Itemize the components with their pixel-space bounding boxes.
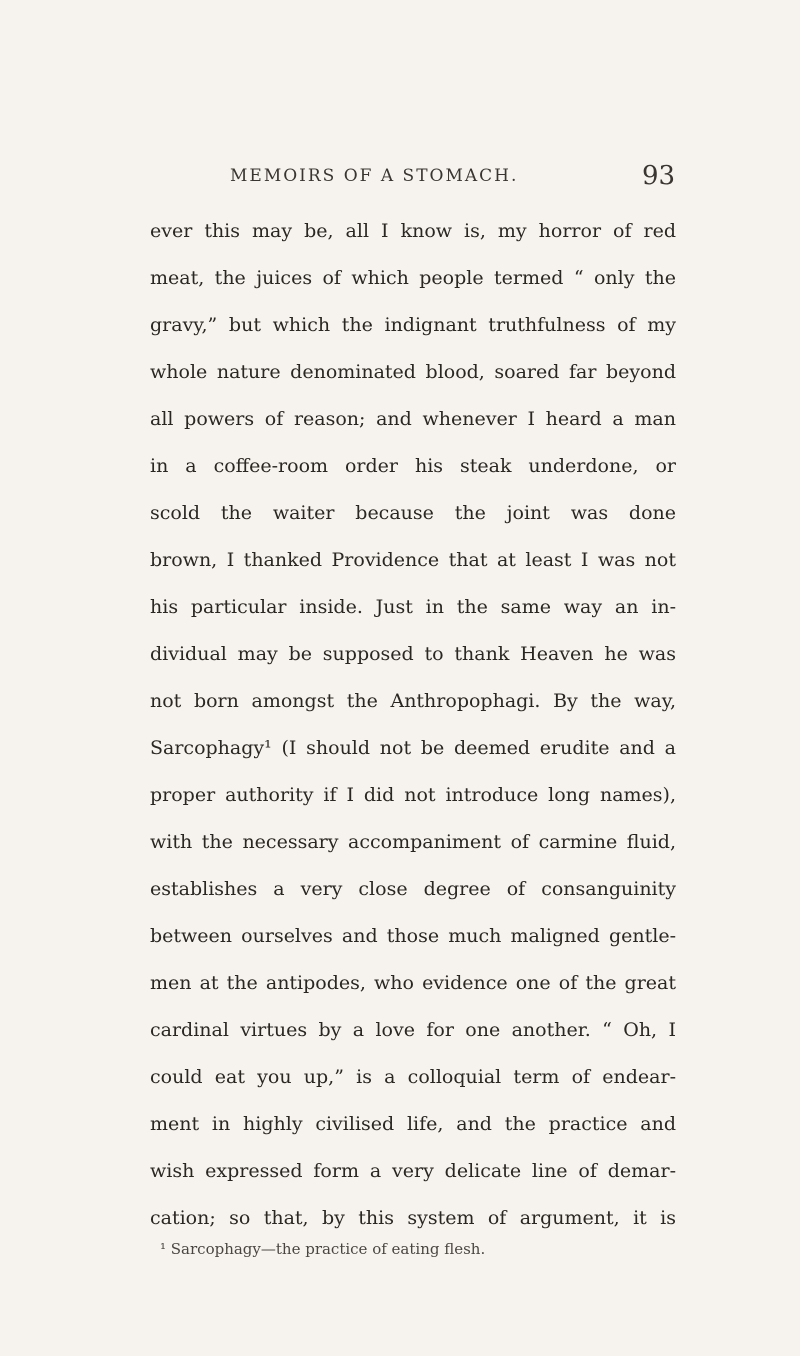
text-line: gravy,” but which the indignant truthfulness of my [150,314,676,336]
text-line: dividual may be supposed to thank Heaven he was [150,643,676,665]
text-line: in a coffee-room order his steak underdone, or [150,455,676,477]
text-line: all powers of reason; and whenever I heard a man [150,408,676,430]
footnote: ¹ Sarcophagy—the practice of eating flesh. [160,1240,486,1258]
text-line: not born amongst the Anthropophagi. By the way, [150,690,676,712]
text-line: Sarcophagy¹ (I should not be deemed erudite and a [150,737,676,759]
text-line: between ourselves and those much maligned gentle- [150,925,676,947]
page-number: 93 [642,161,676,191]
body-text [150,208,676,1242]
text-line: meat, the juices of which people termed “ only the [150,267,676,289]
text-line: cation; so that, by this system of argument, it is [150,1207,676,1229]
text-line: proper authority if I did not introduce long names), [150,784,676,806]
text-line: establishes a very close degree of consanguinity [150,878,676,900]
text-line: scold the waiter because the joint was done [150,502,676,524]
text-line: wish expressed form a very delicate line of demar- [150,1160,676,1182]
text-line: whole nature denominated blood, soared far beyond [150,361,676,383]
text-line: ever this may be, all I know is, my horror of red [150,220,676,242]
text-line: could eat you up,” is a colloquial term of endear- [150,1066,676,1088]
text-line: cardinal virtues by a love for one another. “ Oh, I [150,1019,676,1041]
text-line: with the necessary accompaniment of carmine fluid, [150,831,676,853]
text-line: his particular inside. Just in the same way an in- [150,596,676,618]
text-line: men at the antipodes, who evidence one of the great [150,972,676,994]
text-line: brown, I thanked Providence that at least I was not [150,549,676,571]
text-line: ment in highly civilised life, and the practice and [150,1113,676,1135]
running-title: MEMOIRS OF A STOMACH. [230,166,519,186]
